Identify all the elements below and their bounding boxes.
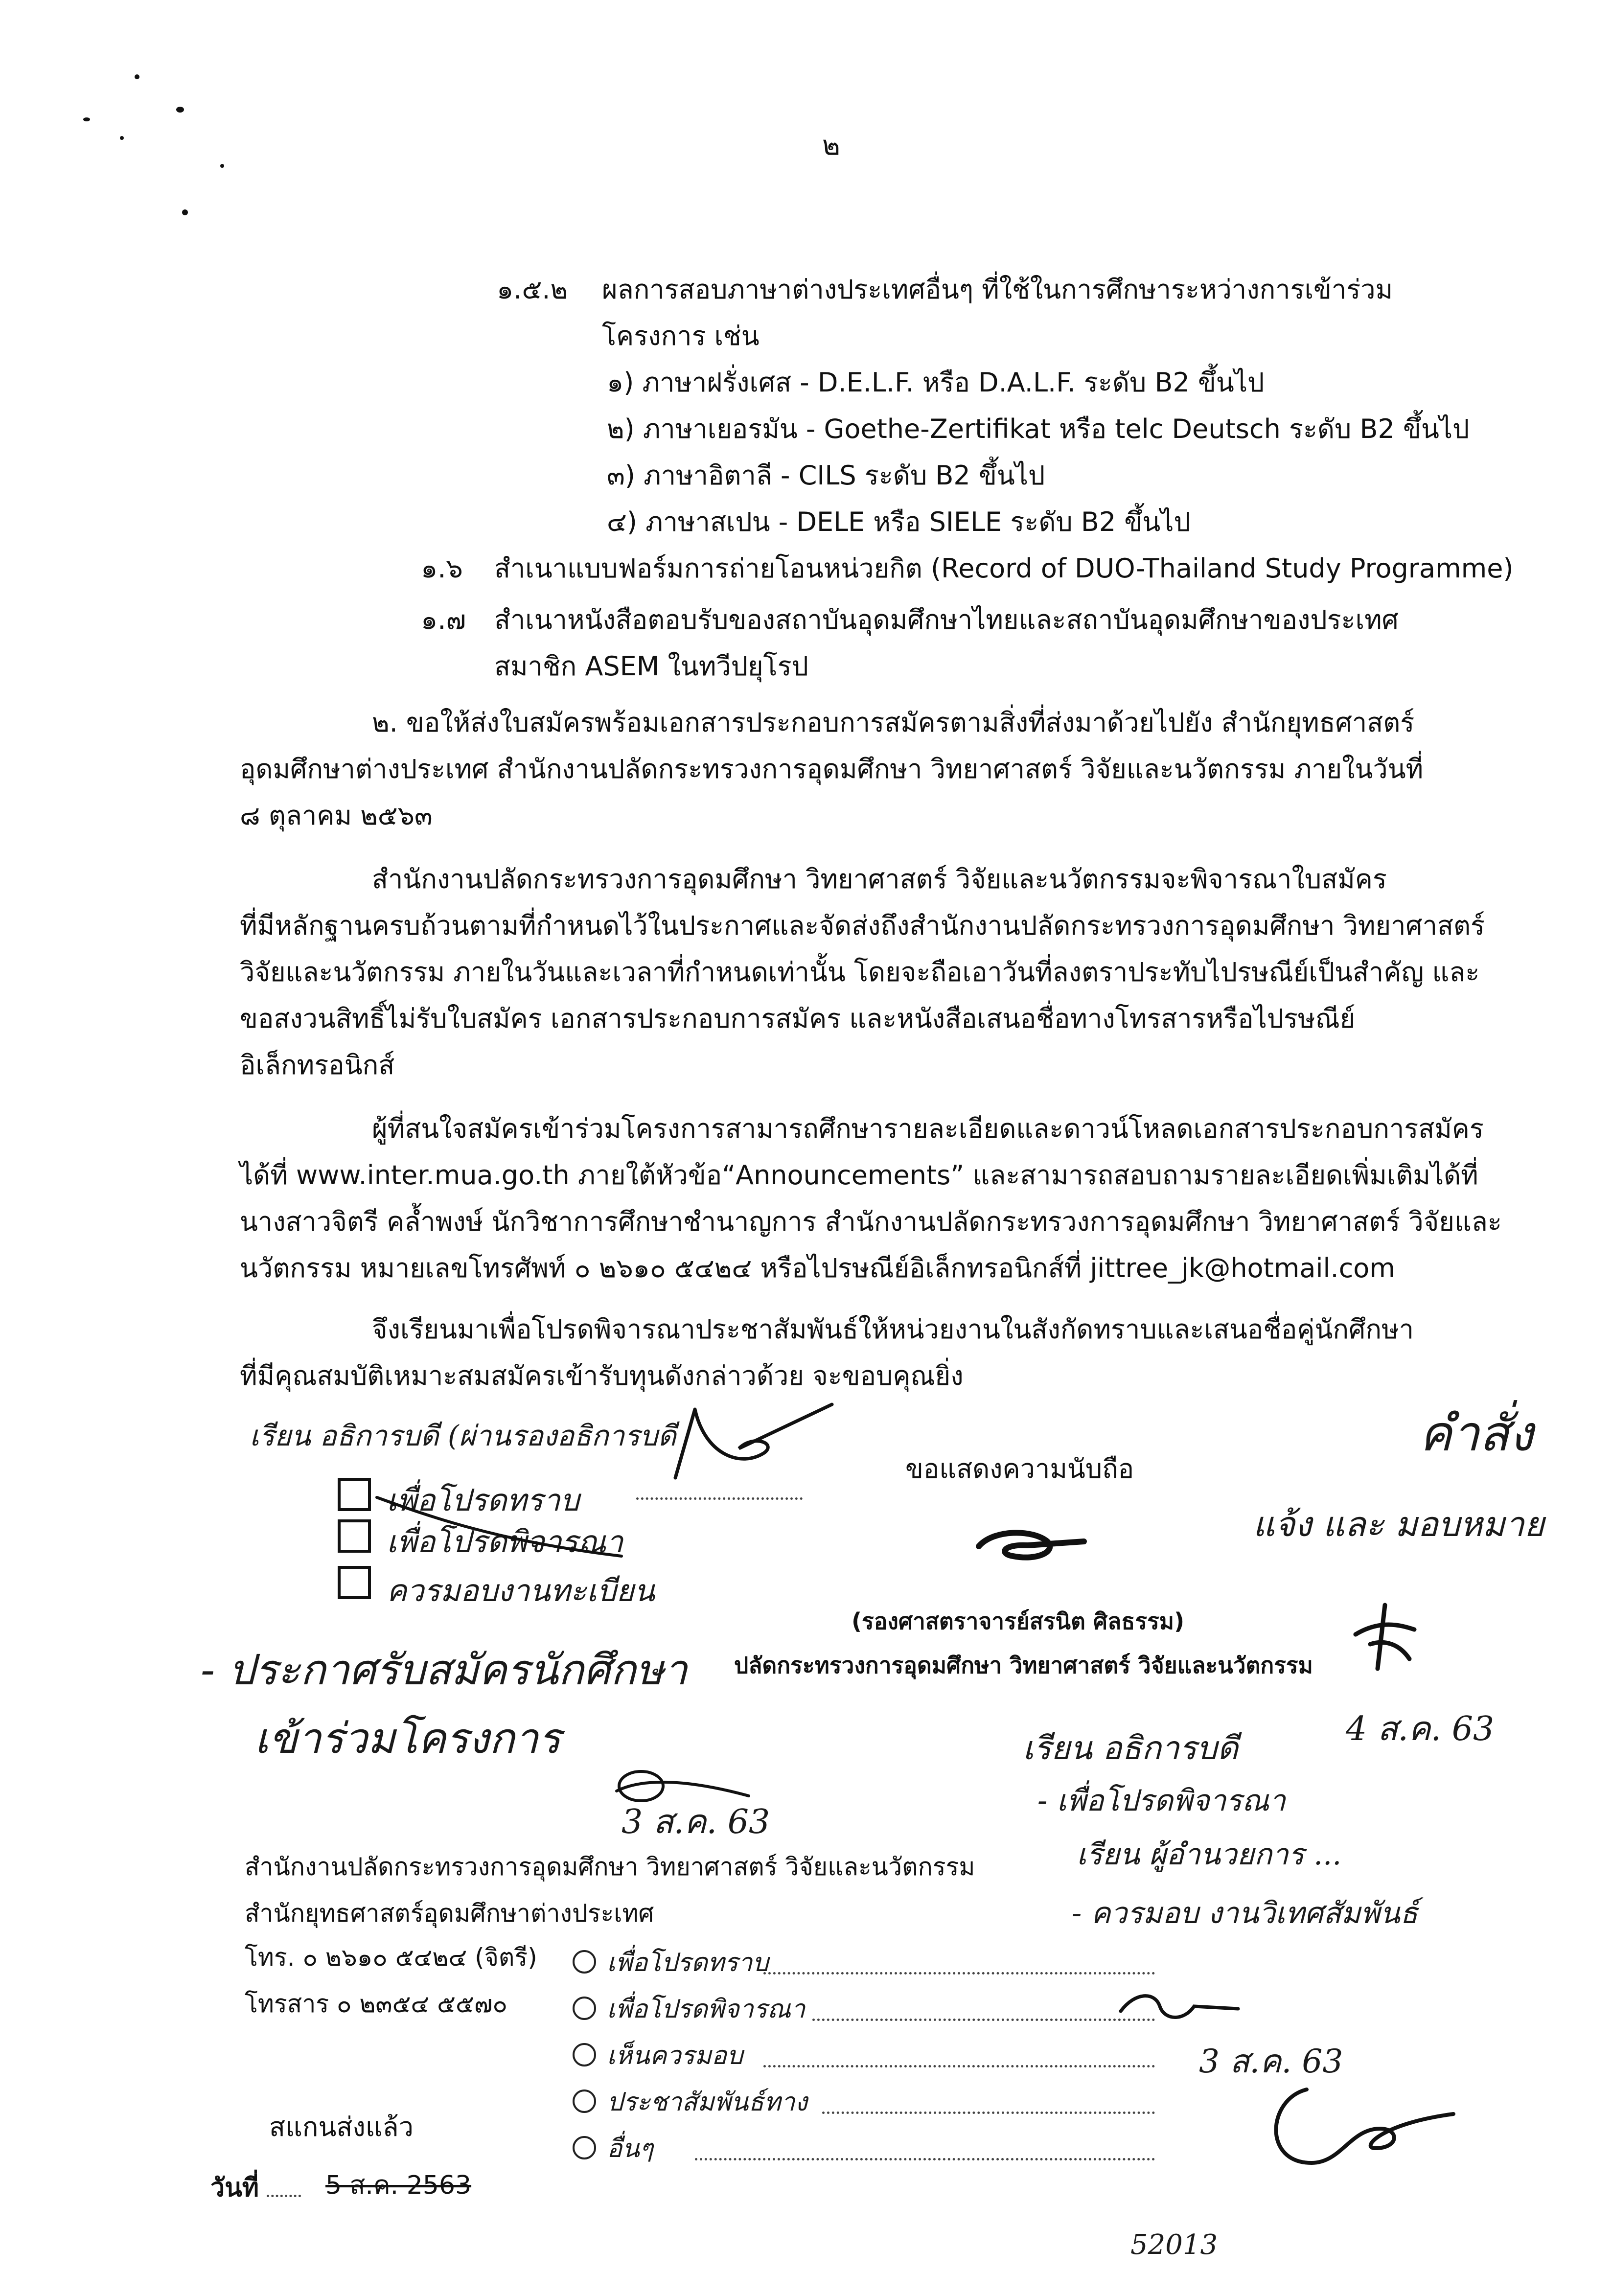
- routing-signature: [1116, 1987, 1243, 2031]
- item-152-sub-3: ๓) ภาษาอิตาลี - CILS ระดับ B2 ขึ้นไป: [607, 460, 1045, 491]
- order-note: แจ้ง และ มอบหมาย: [1253, 1504, 1544, 1544]
- routing-option-2: เพื่อโปรดพิจารณา: [607, 1995, 806, 2024]
- para-3-line4: ขอสงวนสิทธิ์ไม่รับใบสมัคร เอกสารประกอบการสมัคร และหนังสือเสนอชื่อทางโทรสารหรือไปรษณีย์: [240, 1003, 1356, 1034]
- item-152-sub-1: ๑) ภาษาฝรั่งเศส - D.E.L.F. หรือ D.A.L.F. ระดับ B2 ขึ้นไป: [607, 367, 1265, 398]
- para-4-line4: นวัตกรรม หมายเลขโทรศัพท์ ๐ ๒๖๑๐ ๕๔๒๔ หรือไปรษณีย์อิเล็กทรอนิกส์ที่ jittree_jk@hotmail.com: [240, 1253, 1395, 1284]
- scan-speck: [83, 117, 90, 121]
- scan-speck: [120, 136, 124, 140]
- para-3-line1: สำนักงานปลัดกระทรวงการอุดมศึกษา วิทยาศาสตร์ วิจัยและนวัตกรรมจะพิจารณาใบสมัคร: [372, 864, 1387, 895]
- footer-line-4: โทรสาร ๐ ๒๓๕๔ ๕๕๗๐: [245, 1990, 507, 2018]
- routing-option-3: เห็นควรมอบ: [607, 2041, 743, 2070]
- item-16-text: สำเนาแบบฟอร์มการถ่ายโอนหน่วยกิต (Record of DUO-Thailand Study Programme): [494, 553, 1514, 584]
- right-note-3: เรียน ผู้อำนวยการ ...: [1077, 1837, 1342, 1872]
- order-signature: [1351, 1600, 1419, 1674]
- closing-text: ขอแสดงความนับถือ: [905, 1453, 1134, 1484]
- scan-stamp-date-label: วันที่: [210, 2173, 259, 2203]
- order-heading: คำสั่ง: [1419, 1405, 1533, 1462]
- checkbox-assign-registrar[interactable]: [338, 1566, 371, 1599]
- item-152-line2: โครงการ เช่น: [602, 321, 760, 351]
- routing-option-5: อื่นๆ: [607, 2134, 653, 2163]
- scan-speck: [182, 209, 188, 215]
- scan-stamp-label: สแกนส่งแล้ว: [269, 2112, 414, 2142]
- para-3-line5: อิเล็กทรอนิกส์: [240, 1050, 395, 1080]
- item-152-sub-4: ๔) ภาษาสเปน - DELE หรือ SIELE ระดับ B2 ขึ้นไป: [607, 506, 1191, 537]
- routing-check-5[interactable]: [573, 2136, 596, 2159]
- routing-option-1: เพื่อโปรดทราบ: [607, 1948, 769, 1977]
- option-acknowledge: เพื่อโปรดทราบ: [387, 1482, 579, 1518]
- footer-line-1: สำนักงานปลัดกระทรวงการอุดมศึกษา วิทยาศาสตร์ วิจัยและนวัตกรรม: [245, 1853, 975, 1881]
- routing-check-2[interactable]: [573, 1997, 596, 2020]
- para-2-line1: ๒. ขอให้ส่งใบสมัครพร้อมเอกสารประกอบการสมัครตามสิ่งที่ส่งมาด้วยไปยัง สำนักยุทธศาสตร์: [372, 707, 1415, 738]
- footer-line-2: สำนักยุทธศาสตร์อุดมศึกษาต่างประเทศ: [245, 1899, 654, 1928]
- routing-line-2: [812, 2019, 1155, 2021]
- right-note-2: - เพื่อโปรดพิจารณา: [1037, 1784, 1286, 1818]
- item-152-sub-2: ๒) ภาษาเยอรมัน - Goethe-Zertifikat หรือ telc Deutsch ระดับ B2 ขึ้นไป: [607, 413, 1470, 444]
- routing-check-1[interactable]: [573, 1950, 596, 1974]
- para-5-line2: ที่มีคุณสมบัติเหมาะสมสมัครเข้ารับทุนดังกล่าวด้วย จะขอบคุณยิ่ง: [240, 1360, 964, 1391]
- routing-line-1: [763, 1972, 1155, 1975]
- signer-name: (รองศาสตราจารย์สรนิต ศิลธรรม): [852, 1608, 1185, 1634]
- para-5-line1: จึงเรียนมาเพื่อโปรดพิจารณาประชาสัมพันธ์ให้หน่วยงานในสังกัดทราบและเสนอชื่อคู่นักศึกษา: [372, 1314, 1414, 1345]
- received-date: 3 ส.ค. 63: [622, 1803, 770, 1841]
- checkbox-acknowledge[interactable]: [338, 1478, 371, 1511]
- signer-title: ปลัดกระทรวงการอุดมศึกษา วิทยาศาสตร์ วิจัยและนวัตกรรม: [734, 1652, 1313, 1678]
- right-note-1: เรียน อธิการบดี: [1023, 1729, 1238, 1767]
- stamp-header: เรียน อธิการบดี (ผ่านรองอธิการบดี: [250, 1419, 676, 1452]
- para-3-line3: วิจัยและนวัตกรรม ภายในวันและเวลาที่กำหนดเท่านั้น โดยจะถือเอาวันที่ลงตราประทับไปรษณีย์เป็นสำคัญ และ: [240, 957, 1480, 987]
- left-note-1: - ประกาศรับสมัครนักศึกษา: [201, 1646, 688, 1695]
- scan-stamp-date: 5 ส.ค. 2563: [325, 2171, 472, 2200]
- option-consider: เพื่อโปรดพิจารณา: [387, 1524, 623, 1560]
- item-17-number: ๑.๗: [421, 604, 466, 635]
- stamp-header-underline: [636, 1497, 803, 1500]
- bottom-ref: 52013: [1130, 2229, 1218, 2261]
- para-4-line1: ผู้ที่สนใจสมัครเข้าร่วมโครงการสามารถศึกษารายละเอียดและดาวน์โหลดเอกสารประกอบการสมัคร: [372, 1113, 1484, 1144]
- footer-line-3: โทร. ๐ ๒๖๑๐ ๕๔๒๔ (จิตรี): [245, 1943, 537, 1972]
- order-date: 4 ส.ค. 63: [1346, 1710, 1495, 1748]
- item-152-number: ๑.๕.๒: [497, 274, 568, 305]
- routing-check-4[interactable]: [573, 2089, 596, 2113]
- routing-option-4: ประชาสัมพันธ์ทาง: [607, 2088, 807, 2117]
- page-number: ๒: [822, 130, 840, 161]
- left-note-2: เข้าร่วมโครงการ: [254, 1714, 561, 1763]
- para-4-line2: ได้ที่ www.inter.mua.go.th ภายใต้หัวข้อ“Announcements” และสามารถสอบถามรายละเอียดเพิ่มเติมได้ที่: [240, 1160, 1478, 1191]
- scan-speck: [220, 164, 224, 168]
- scan-speck: [135, 74, 139, 79]
- item-16-number: ๑.๖: [421, 553, 463, 584]
- para-3-line2: ที่มีหลักฐานครบถ้วนตามที่กำหนดไว้ในประกาศและจัดส่งถึงสำนักงานปลัดกระทรวงการอุดมศึกษา วิทยาศาสตร์: [240, 910, 1485, 941]
- scan-stamp-date-line: [267, 2195, 301, 2197]
- item-152-line1: ผลการสอบภาษาต่างประเทศอื่นๆ ที่ใช้ในการศึกษาระหว่างการเข้าร่วม: [602, 274, 1393, 305]
- option-assign-registrar: ควรมอบงานทะเบียน: [387, 1573, 655, 1608]
- routing-line-4: [822, 2112, 1155, 2114]
- scan-speck: [176, 107, 184, 113]
- checkbox-consider[interactable]: [338, 1519, 371, 1553]
- routing-line-3: [763, 2065, 1155, 2067]
- para-2-line2: อุดมศึกษาต่างประเทศ สำนักงานปลัดกระทรวงการอุดมศึกษา วิทยาศาสตร์ วิจัยและนวัตกรรม ภายในวันที่: [240, 754, 1424, 784]
- approval-date: 3 ส.ค. 63: [1199, 2043, 1343, 2080]
- item-17-line2: สมาชิก ASEM ในทวีปยุโรป: [494, 651, 808, 682]
- right-note-4: - ควรมอบ งานวิเทศสัมพันธ์: [1072, 1896, 1418, 1930]
- stamp-header-signature: [666, 1395, 842, 1488]
- option-consider-strike: [372, 1488, 626, 1561]
- para-2-line3: ๘ ตุลาคม ๒๕๖๓: [240, 800, 433, 831]
- routing-check-3[interactable]: [573, 2043, 596, 2066]
- routing-line-5: [695, 2158, 1155, 2160]
- item-17-line1: สำเนาหนังสือตอบรับของสถาบันอุดมศึกษาไทยและสถาบันอุดมศึกษาของประเทศ: [494, 604, 1399, 635]
- official-signature: [974, 1527, 1086, 1566]
- para-4-line3: นางสาวจิตรี คล้ำพงษ์ นักวิชาการศึกษาชำนาญการ สำนักงานปลัดกระทรวงการอุดมศึกษา วิทยาศาสตร์ วิจัยและ: [240, 1206, 1502, 1237]
- director-signature: [1253, 2070, 1458, 2178]
